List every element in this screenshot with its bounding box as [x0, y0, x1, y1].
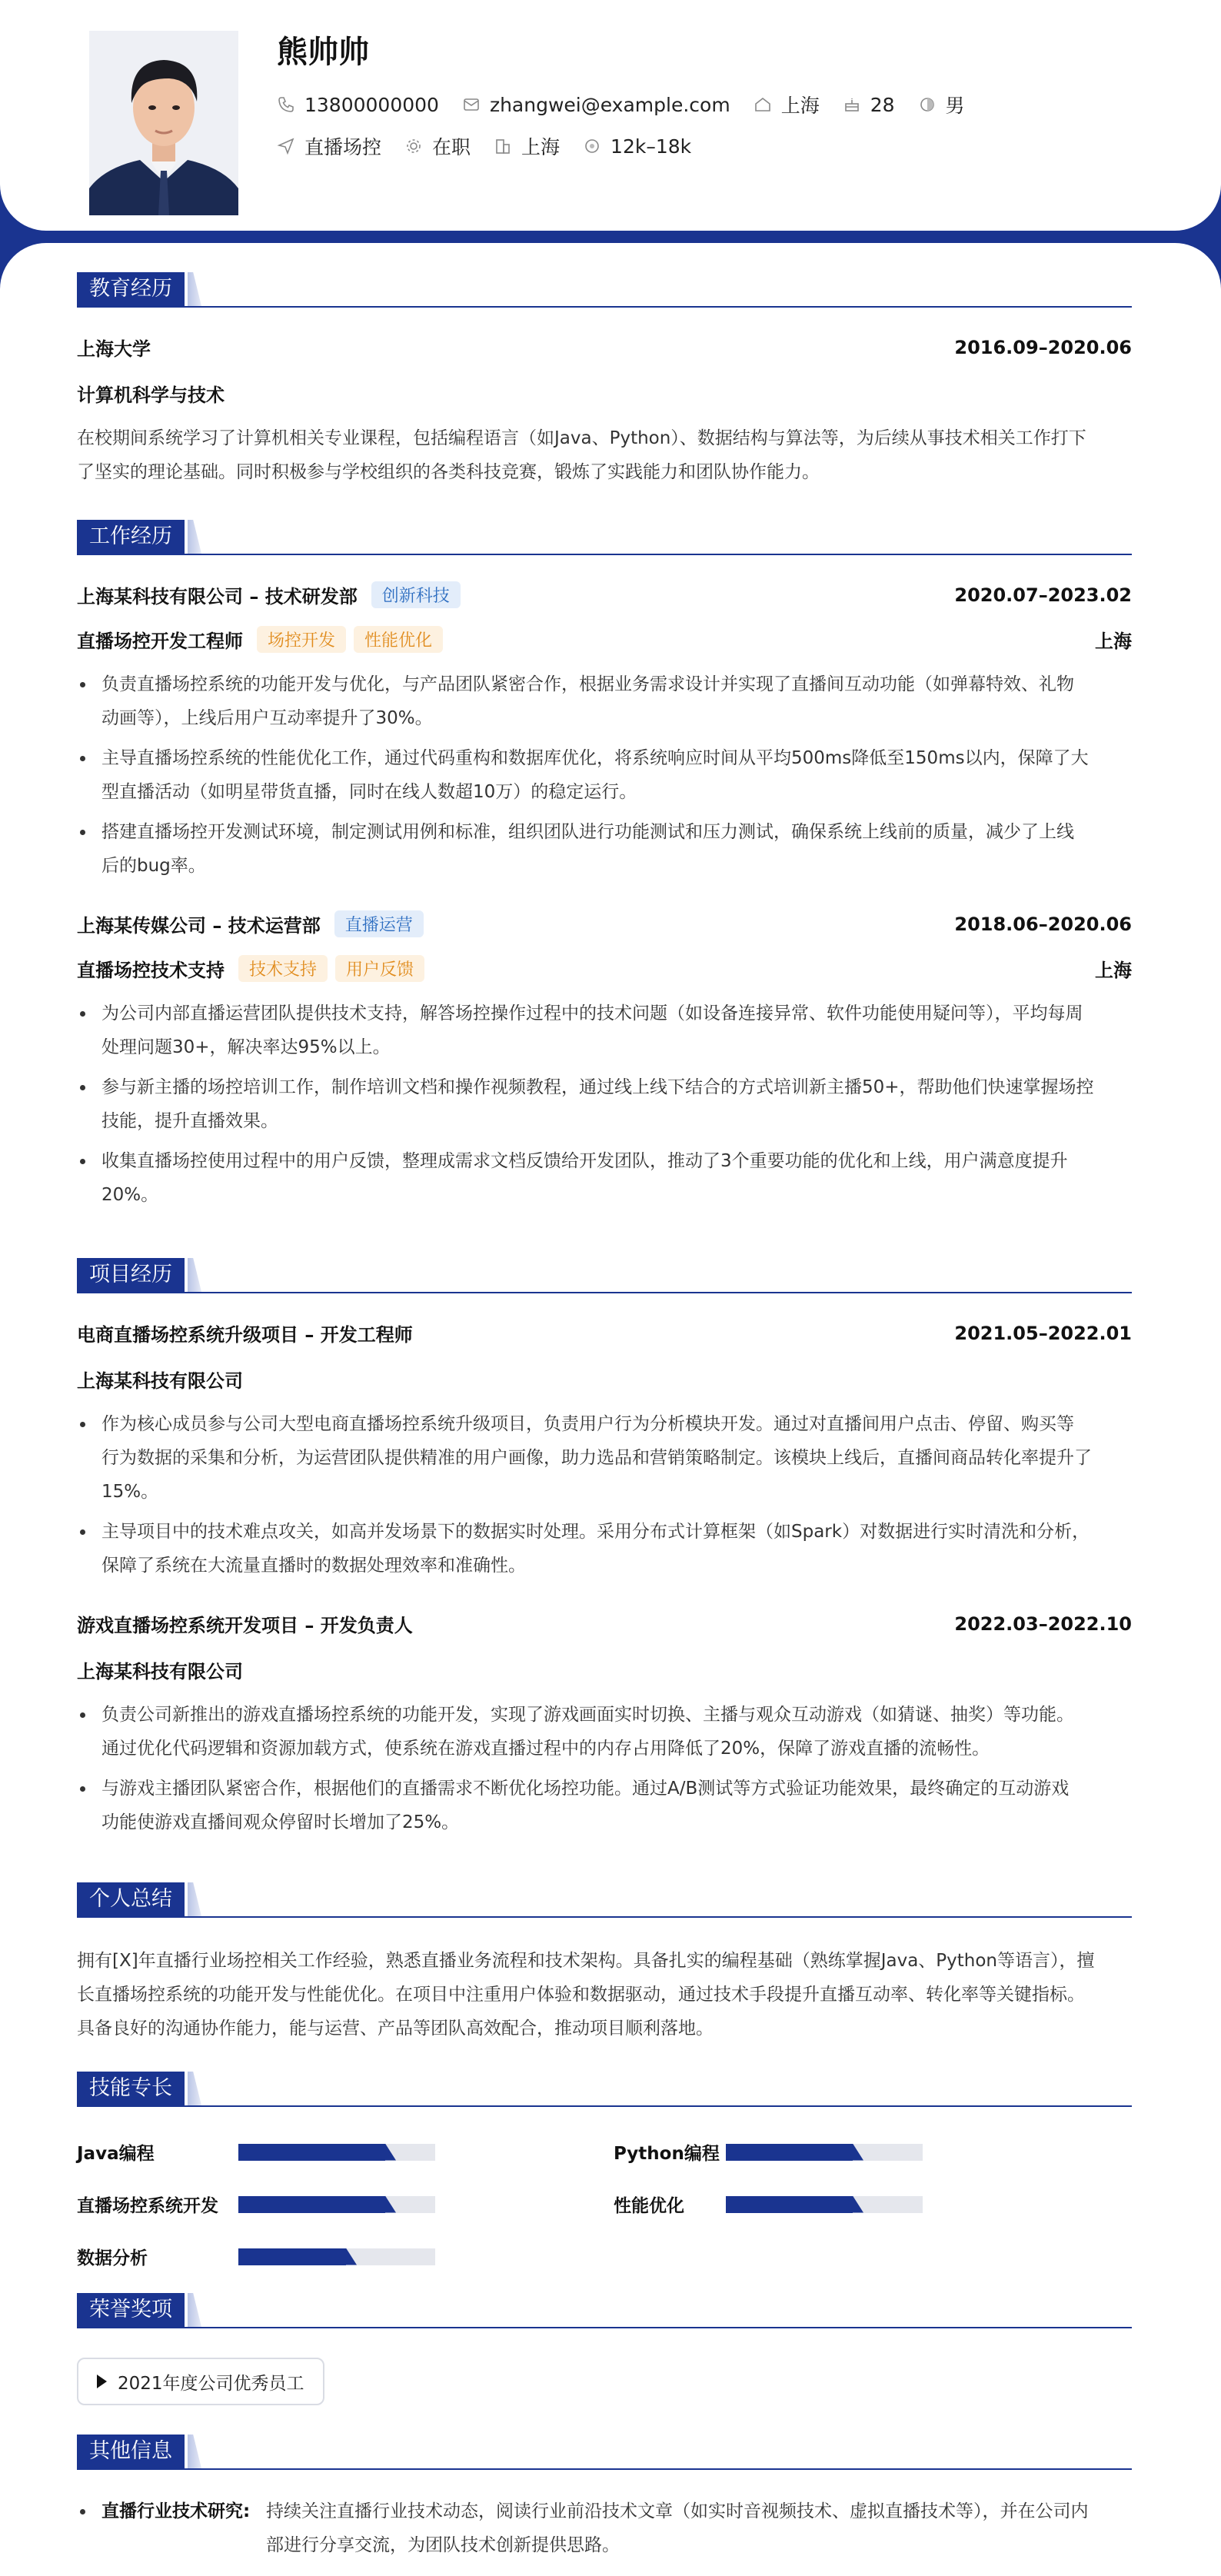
- phone-item: [277, 94, 439, 116]
- project-2-company-row: [77, 1656, 1132, 1683]
- skill-item: [77, 2244, 435, 2269]
- contact-row: [277, 91, 988, 118]
- coin-icon: [583, 137, 601, 155]
- honor-item: [77, 2358, 324, 2405]
- project-1-header: [77, 1320, 1132, 1346]
- bullet-line: 主导项目中的技术难点攻关，如高并发场景下的数据实时处理。采用分布式计算框架（如Spark）对数据进行实时清洗和分析，: [101, 1522, 1090, 1542]
- skill-item: [614, 2192, 923, 2217]
- education-major-row: [77, 380, 1132, 407]
- status-text: 在职: [432, 136, 471, 158]
- project-1-bullet: [77, 1515, 1132, 1583]
- bullet-line: 保障了系统在大流量直播时的数据处理效率和准确性。: [101, 1556, 526, 1576]
- city-text: 上海: [521, 136, 561, 158]
- project-2-company: 上海某科技有限公司: [77, 1661, 243, 1682]
- summary-text: [77, 1944, 1132, 2045]
- section-tail: [188, 2293, 201, 2327]
- skill-item: [77, 2139, 435, 2165]
- section-skills-label: 技能专长: [77, 2072, 185, 2105]
- skill-bar: [238, 2248, 435, 2265]
- skill-bar-fill: [238, 2144, 385, 2161]
- skill-name: 性能优化: [614, 2196, 684, 2216]
- bullet-line: 作为核心成员参与公司大型电商直播场控系统升级项目，负责用户行为分析模块开发。通过对直播间用户点击、停留、购买等: [101, 1414, 1074, 1434]
- phone-text: 13800000000: [304, 93, 439, 116]
- section-skills: [77, 2072, 1132, 2107]
- education-desc-line: 在校期间系统学习了计算机相关专业课程，包括编程语言（如Java、Python）、数据结构与算法等，为后续从事技术相关工作打下: [77, 428, 1086, 448]
- skill-bar-fill: [726, 2196, 853, 2213]
- education-desc: [77, 421, 1132, 489]
- project-2-bullet: [77, 1698, 1132, 1766]
- project-2-title: 游戏直播场控系统开发项目 – 开发负责人: [77, 1615, 413, 1636]
- bullet-line: 通过优化代码逻辑和资源加载方式，使系统在游戏直播过程中的内存占用降低了20%，保障了游戏直播的流畅性。: [101, 1739, 990, 1759]
- gender-text: 男: [945, 95, 965, 117]
- resume-header: [0, 0, 1221, 231]
- section-education: [77, 272, 1132, 308]
- section-tail: [188, 272, 201, 306]
- section-honors: [77, 2293, 1132, 2328]
- skill-item: [614, 2139, 923, 2165]
- bullet-line: 主导直播场控系统的性能优化工作，通过代码重构和数据库优化，将系统响应时间从平均500ms降低至150ms以内，保障了大: [101, 748, 1089, 768]
- section-other-label: 其他信息: [77, 2435, 185, 2468]
- skill-bar-fill: [238, 2248, 346, 2265]
- other-item: [77, 2494, 1132, 2562]
- bullet-line: 为公司内部直播运营团队提供技术支持，解答场控操作过程中的技术问题（如设备连接异常、软件功能使用疑问等），平均每周: [101, 1003, 1083, 1023]
- work-1-role: 直播场控开发工程师: [77, 631, 243, 652]
- email-item: [462, 94, 730, 116]
- bullet-line: 型直播活动（如明星带货直播，同时在线人数超10万）的稳定运行。: [101, 782, 637, 802]
- work-2-bullet: [77, 1144, 1132, 1212]
- bullet-line: 负责公司新推出的游戏直播场控系统的功能开发，实现了游戏画面实时切换、主播与观众互动游戏（如猜谜、抽奖）等功能。: [101, 1705, 1074, 1725]
- work-2-header: [77, 910, 1132, 937]
- job-row: [277, 132, 714, 160]
- bullet-line: 功能使游戏直播间观众停留时长增加了25%。: [101, 1812, 460, 1832]
- salary-text: 12k–18k: [610, 135, 692, 158]
- location-text: 上海: [780, 95, 820, 117]
- work-1-role-row: [77, 626, 1132, 653]
- job-text: 直播场控: [304, 136, 382, 158]
- section-summary: [77, 1882, 1132, 1918]
- bullet-line: 行为数据的采集和分析，为运营团队提供精准的用户画像，助力选品和营销策略制定。该模块上线后，直播间商品转化率提升了: [101, 1448, 1092, 1468]
- location-item: [754, 91, 820, 118]
- education-date: 2016.09–2020.06: [954, 336, 1132, 358]
- education-desc-line: 了坚实的理论基础。同时积极参与学校组织的各类科技竞赛，锻炼了实践能力和团队协作能力。: [77, 462, 820, 482]
- resume-body: [0, 243, 1221, 2576]
- work-1-bullet: [77, 815, 1132, 883]
- project-1-bullet: [77, 1407, 1132, 1509]
- school-name: 上海大学: [77, 338, 151, 360]
- bullet-line: 负责直播场控系统的功能开发与优化，与产品团队紧密合作，根据业务需求设计并实现了直播间互动功能（如弹幕特效、礼物: [101, 674, 1074, 694]
- work-1-bullet: [77, 667, 1132, 735]
- work-2-bullet: [77, 997, 1132, 1064]
- home-icon: [754, 95, 772, 114]
- skill-bar: [726, 2196, 923, 2213]
- section-summary-label: 个人总结: [77, 1882, 185, 1916]
- work-2-company: 上海某传媒公司 – 技术运营部: [77, 915, 321, 937]
- work-1-skill-tag: 性能优化: [354, 626, 443, 653]
- project-1-title: 电商直播场控系统升级项目 – 开发工程师: [77, 1324, 413, 1346]
- skill-name: Python编程: [614, 2144, 720, 2164]
- summary-line: 具备良好的沟通协作能力，能与运营、产品等团队高效配合，推动项目顺利落地。: [77, 2019, 714, 2039]
- email-icon: [462, 95, 481, 114]
- skill-bar-fill: [238, 2196, 385, 2213]
- summary-line: 长直播场控系统的功能开发与性能优化。在项目中注重用户体验和数据驱动，通过技术手段提升直播互动率、转化率等关键指标。: [77, 1985, 1085, 2005]
- skill-bar: [238, 2144, 435, 2161]
- section-other: [77, 2435, 1132, 2470]
- job-item: [277, 132, 381, 160]
- work-2-bullet: [77, 1070, 1132, 1138]
- major: 计算机科学与技术: [77, 384, 225, 406]
- bullet-line: 20%。: [101, 1185, 159, 1205]
- section-tail: [188, 2435, 201, 2468]
- section-projects-label: 项目经历: [77, 1258, 185, 1292]
- section-work-label: 工作经历: [77, 520, 185, 554]
- other-line: 持续关注直播行业技术动态，阅读行业前沿技术文章（如实时音视频技术、虚拟直播技术等），并在公司内: [266, 2501, 1089, 2521]
- section-work: [77, 520, 1132, 555]
- section-tail: [188, 1882, 201, 1916]
- skill-name: Java编程: [77, 2144, 155, 2164]
- building-icon: [494, 137, 512, 155]
- work-2-role: 直播场控技术支持: [77, 960, 225, 981]
- bullet-line: 参与新主播的场控培训工作，制作培训文档和操作视频教程，通过线上线下结合的方式培训新主播50+，帮助他们快速掌握场控: [101, 1077, 1094, 1097]
- phone-icon: [277, 95, 295, 114]
- work-2-city: 上海: [1095, 960, 1132, 981]
- education-header: [77, 334, 1132, 361]
- bullet-line: 动画等），上线后用户互动率提升了30%。: [101, 708, 433, 728]
- project-2-date: 2022.03–2022.10: [954, 1612, 1132, 1635]
- skill-bar: [238, 2196, 435, 2213]
- play-icon: [97, 2375, 107, 2388]
- section-projects: [77, 1258, 1132, 1293]
- gear-icon: [404, 137, 423, 155]
- work-1-city: 上海: [1095, 631, 1132, 652]
- skill-name: 数据分析: [77, 2248, 148, 2268]
- section-education-label: 教育经历: [77, 272, 185, 306]
- section-tail: [188, 1258, 201, 1292]
- skill-name: 直播场控系统开发: [77, 2196, 218, 2216]
- bullet-line: 与游戏主播团队紧密合作，根据他们的直播需求不断优化场控功能。通过A/B测试等方式验证功能效果，最终确定的互动游戏: [101, 1779, 1070, 1799]
- bullet-line: 搭建直播场控开发测试环境，制定测试用例和标准，组织团队进行功能测试和压力测试，确保系统上线前的质量，减少了上线: [101, 822, 1074, 842]
- other-key: 直播行业技术研究:: [101, 2501, 251, 2521]
- section-honors-label: 荣誉奖项: [77, 2293, 185, 2327]
- work-1-skill-tag: 场控开发: [257, 626, 346, 653]
- bullet-line: 15%。: [101, 1482, 159, 1502]
- project-1-date: 2021.05–2022.01: [954, 1322, 1132, 1344]
- project-2-header: [77, 1610, 1132, 1637]
- email-text: zhangwei@example.com: [489, 93, 730, 116]
- work-2-date: 2018.06–2020.06: [954, 913, 1132, 935]
- summary-line: 拥有[X]年直播行业场控相关工作经验，熟悉直播业务流程和技术架构。具备扎实的编程基础（熟练掌握Java、Python等语言），擅: [77, 1951, 1095, 1971]
- project-1-company: 上海某科技有限公司: [77, 1370, 243, 1392]
- work-1-tag: 创新科技: [371, 581, 461, 608]
- send-icon: [277, 137, 295, 155]
- section-tail: [188, 2072, 201, 2105]
- bullet-line: 技能，提升直播效果。: [101, 1111, 278, 1131]
- work-2-tag: 直播运营: [334, 910, 424, 937]
- city-item: [494, 132, 560, 160]
- other-line: 部进行分享交流，为团队技术创新提供思路。: [266, 2535, 620, 2555]
- salary-item: [583, 135, 691, 158]
- status-item: [404, 132, 471, 160]
- gender-icon: [918, 95, 937, 114]
- bullet-line: 处理问题30+，解决率达95%以上。: [101, 1037, 391, 1057]
- bullet-line: 收集直播场控使用过程中的用户反馈，整理成需求文档反馈给开发团队，推动了3个重要功能的优化和上线，用户满意度提升: [101, 1151, 1068, 1171]
- work-1-bullet: [77, 741, 1132, 809]
- skill-item: [77, 2192, 435, 2217]
- bullet-line: 后的bug率。: [101, 856, 206, 876]
- age-text: 28: [870, 93, 895, 116]
- avatar: [89, 31, 238, 215]
- work-2-role-row: [77, 955, 1132, 982]
- project-2-bullet: [77, 1772, 1132, 1839]
- honor-text: 2021年度公司优秀员工: [118, 2373, 304, 2394]
- work-2-skill-tag: 技术支持: [238, 955, 328, 982]
- age-item: [843, 94, 895, 116]
- project-1-company-row: [77, 1366, 1132, 1393]
- gender-item: [918, 91, 965, 118]
- work-2-skill-tag: 用户反馈: [335, 955, 424, 982]
- candidate-name: 熊帅帅: [277, 35, 369, 70]
- work-1-header: [77, 581, 1132, 608]
- work-1-company: 上海某科技有限公司 – 技术研发部: [77, 586, 358, 607]
- cake-icon: [843, 95, 861, 114]
- work-1-date: 2020.07–2023.02: [954, 584, 1132, 606]
- skill-bar-fill: [726, 2144, 853, 2161]
- section-tail: [188, 520, 201, 554]
- skill-bar: [726, 2144, 923, 2161]
